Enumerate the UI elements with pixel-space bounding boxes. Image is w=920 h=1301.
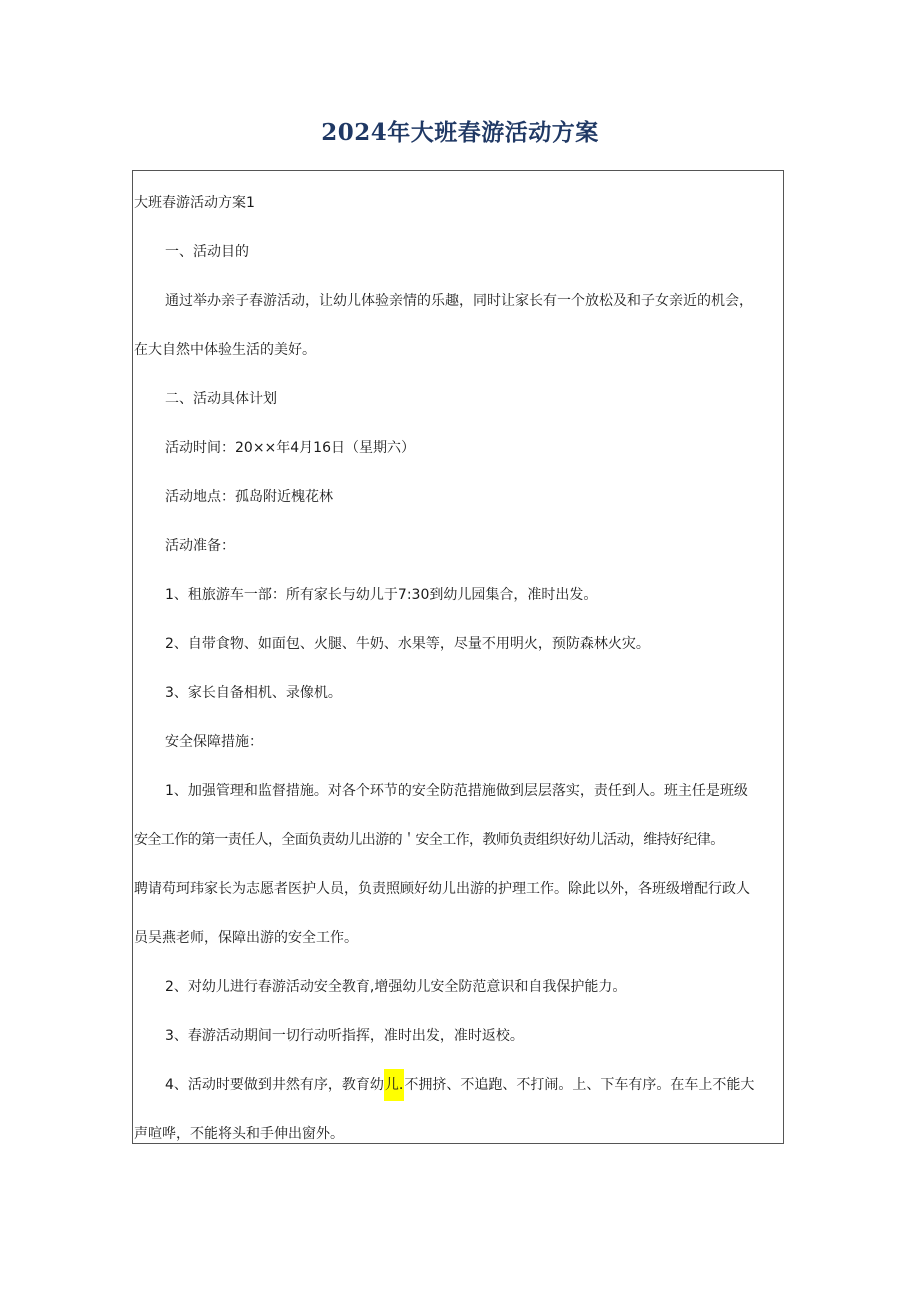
safety-item-1-line-1: 1、加强管理和监督措施。对各个环节的安全防范措施做到层层落实，责任到人。班主任是班级 [165, 783, 748, 799]
safety-item-1-line-2: 安全工作的第一责任人，全面负责幼儿出游的＇安全工作，教师负责组织好幼儿活动，维持好纪律。 [134, 832, 724, 848]
goal-text-line-2: 在大自然中体验生活的美好。 [134, 342, 316, 358]
safety-item-4-line-2: 声喧哗，不能将头和手伸出窗外。 [134, 1126, 344, 1142]
safety-item-1-line-3: 聘请苟珂玮家长为志愿者医护人员，负责照顾好幼儿出游的护理工作。除此以外，各班级增配行政人 [134, 881, 750, 897]
document-title: 2024年大班春游活动方案 [321, 119, 599, 146]
safety-item-3: 3、春游活动期间一切行动听指挥，准时出发，准时返校。 [165, 1028, 524, 1044]
highlighted-text: 儿. [384, 1069, 404, 1101]
safety-item-4-suffix: 不拥挤、不追跑、不打闹。上、下车有序。在车上不能大 [404, 1077, 755, 1093]
section-heading: 大班春游活动方案1 [134, 195, 255, 211]
safety-item-2: 2、对幼儿进行春游活动安全教育,增强幼儿安全防范意识和自我保护能力。 [165, 979, 627, 995]
activity-location: 活动地点：孤岛附近槐花林 [165, 489, 333, 505]
plan-heading: 二、活动具体计划 [165, 391, 277, 407]
goal-text-line-1: 通过举办亲子春游活动，让幼儿体验亲情的乐趣，同时让家长有一个放松及和子女亲近的机会， [165, 293, 753, 309]
safety-item-4-line-1 [165, 1076, 754, 1094]
prep-item-1: 1、租旅游车一部：所有家长与幼儿于7:30到幼儿园集合，准时出发。 [165, 587, 598, 603]
content-frame [132, 170, 784, 1144]
activity-time: 活动时间：20××年4月16日（星期六） [165, 440, 415, 456]
safety-heading: 安全保障措施： [165, 734, 263, 750]
prep-heading: 活动准备： [165, 538, 235, 554]
goal-heading: 一、活动目的 [165, 244, 249, 260]
prep-item-3: 3、家长自备相机、录像机。 [165, 685, 342, 701]
prep-item-2: 2、自带食物、如面包、火腿、牛奶、水果等，尽量不用明火，预防森林火灾。 [165, 636, 650, 652]
safety-item-1-line-4: 员吴燕老师，保障出游的安全工作。 [134, 930, 358, 946]
safety-item-4-prefix: 4、活动时要做到井然有序，教育幼 [165, 1077, 384, 1093]
